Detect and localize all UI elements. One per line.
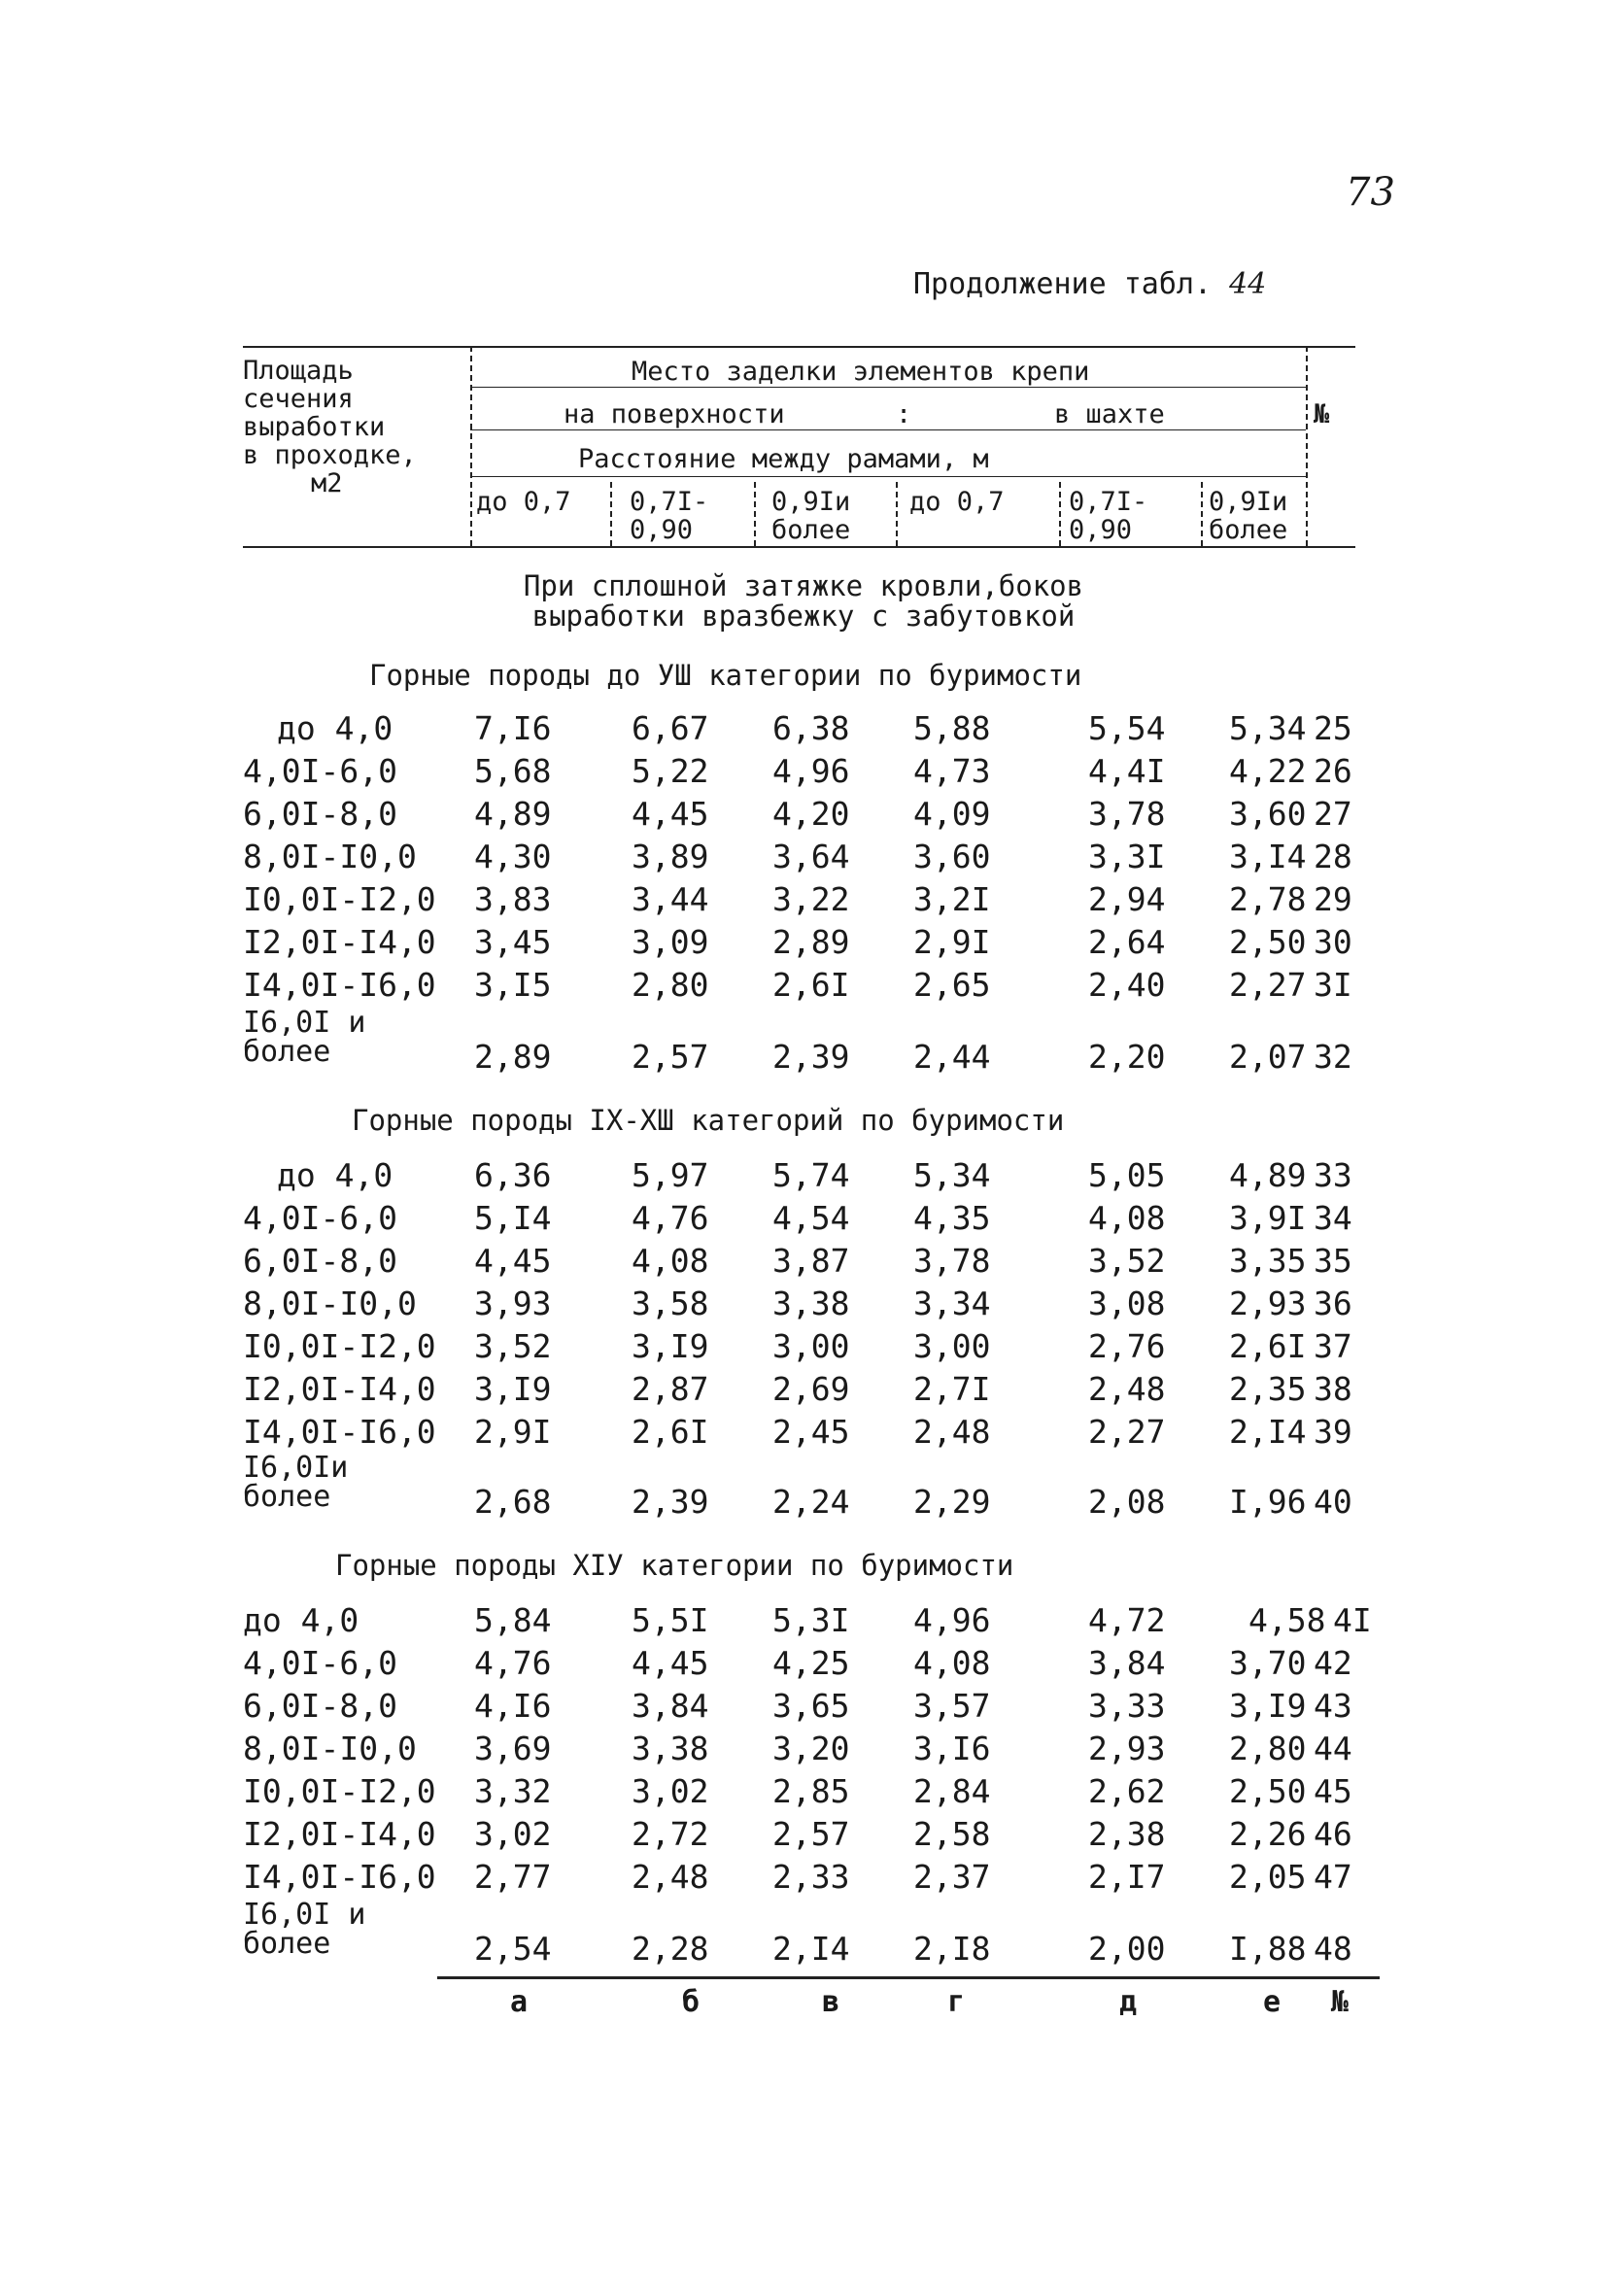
value-cell: 2,80 xyxy=(632,966,709,1004)
value-cell: 2,27 xyxy=(1088,1413,1166,1451)
area-cell: I0,0I-I2,0 xyxy=(243,1327,436,1365)
value-cell: 4,72 xyxy=(1088,1601,1166,1639)
area-cell xyxy=(243,1898,366,1961)
value-cell: 4,73 xyxy=(913,752,991,790)
value-cell: 5,22 xyxy=(632,752,709,790)
value-cell: 2,24 xyxy=(772,1483,850,1521)
value-cell: 3,60 xyxy=(1229,795,1307,833)
value-cell: 7,I6 xyxy=(474,709,552,747)
row-number: 48 xyxy=(1314,1930,1352,1968)
value-cell: 2,93 xyxy=(1088,1730,1166,1767)
row-number: 29 xyxy=(1314,880,1352,918)
value-cell: 5,74 xyxy=(772,1156,850,1194)
value-cell: 4,45 xyxy=(632,1644,709,1682)
area-cell: 6,0I-8,0 xyxy=(243,1687,397,1725)
area-cell: 4,0I-6,0 xyxy=(243,752,397,790)
value-cell: 2,93 xyxy=(1229,1285,1307,1322)
table-row xyxy=(0,1451,1607,1522)
column-letter: г xyxy=(947,1985,966,2019)
table-row xyxy=(0,1156,1607,1195)
header-line: 0,9Iи xyxy=(1209,487,1288,517)
value-cell: 2,44 xyxy=(913,1038,991,1076)
value-cell: 2,80 xyxy=(1229,1730,1307,1767)
row-number: 40 xyxy=(1314,1483,1352,1521)
value-cell: 2,05 xyxy=(1229,1858,1307,1896)
value-cell: 2,62 xyxy=(1088,1772,1166,1810)
value-cell: 2,40 xyxy=(1088,966,1166,1004)
value-cell: 2,9I xyxy=(913,923,991,961)
area-cell: 6,0I-8,0 xyxy=(243,1242,397,1280)
value-cell: 5,I4 xyxy=(474,1199,552,1237)
row-number: 34 xyxy=(1314,1199,1352,1237)
continuation-text: Продолжение табл. xyxy=(913,267,1213,301)
area-cell xyxy=(243,1006,366,1069)
area-cell: I4,0I-I6,0 xyxy=(243,1858,436,1896)
value-cell: 4,22 xyxy=(1229,752,1307,790)
area-cell: 4,0I-6,0 xyxy=(243,1199,397,1237)
table-row xyxy=(0,709,1607,748)
value-cell: 2,37 xyxy=(913,1858,991,1896)
header-divider xyxy=(1059,482,1061,546)
value-cell: 2,77 xyxy=(474,1858,552,1896)
value-cell: 3,38 xyxy=(632,1730,709,1767)
value-cell: 5,88 xyxy=(913,709,991,747)
area-cell: до 4,0 xyxy=(277,709,393,747)
table-bottom-rule xyxy=(437,1976,1380,1979)
value-cell: 3,84 xyxy=(632,1687,709,1725)
section-title: Горные породы до УШ категории по буримости xyxy=(369,659,1082,692)
value-cell: 2,64 xyxy=(1088,923,1166,961)
header-divider xyxy=(470,346,472,546)
area-cell: до 4,0 xyxy=(243,1601,359,1639)
col-header-d xyxy=(909,488,1005,516)
table-row xyxy=(0,1644,1607,1683)
value-cell: 2,50 xyxy=(1229,1772,1307,1810)
value-cell: 4,20 xyxy=(772,795,850,833)
header-line: сечения xyxy=(243,384,354,414)
header-line: 0,90 xyxy=(1069,515,1133,545)
area-line: более xyxy=(243,1035,331,1069)
row-number: 44 xyxy=(1314,1730,1352,1767)
value-cell: 3,34 xyxy=(913,1285,991,1322)
table-row xyxy=(0,1730,1607,1768)
value-cell: 3,I9 xyxy=(474,1370,552,1408)
value-cell: 2,26 xyxy=(1229,1815,1307,1853)
value-cell: 4,89 xyxy=(1229,1156,1307,1194)
value-cell: 4,76 xyxy=(632,1199,709,1237)
value-cell: I,96 xyxy=(1229,1483,1307,1521)
value-cell: 2,58 xyxy=(913,1815,991,1853)
value-cell: 6,36 xyxy=(474,1156,552,1194)
area-cell: 8,0I-I0,0 xyxy=(243,838,417,875)
value-cell: 5,97 xyxy=(632,1156,709,1194)
value-cell: 2,84 xyxy=(913,1772,991,1810)
table-row xyxy=(0,1370,1607,1409)
value-cell: 2,6I xyxy=(1229,1327,1307,1365)
value-cell: 3,87 xyxy=(772,1242,850,1280)
col-header-f xyxy=(1209,488,1287,544)
value-cell: 2,00 xyxy=(1088,1930,1166,1968)
value-cell: 2,6I xyxy=(772,966,850,1004)
area-line: I6,0I и xyxy=(243,1898,366,1932)
header-divider xyxy=(610,482,612,546)
area-line: более xyxy=(243,1480,331,1514)
value-cell: 2,I4 xyxy=(772,1930,850,1968)
value-cell: 2,9I xyxy=(474,1413,552,1451)
column-letter: е xyxy=(1263,1985,1282,2019)
surface-header: на поверхности xyxy=(564,399,785,429)
value-cell: 2,89 xyxy=(474,1038,552,1076)
row-number: 47 xyxy=(1314,1858,1352,1896)
header-line: Площадь xyxy=(243,356,354,386)
row-number: 27 xyxy=(1314,795,1352,833)
value-cell: 2,48 xyxy=(632,1858,709,1896)
value-cell: 3,3I xyxy=(1088,838,1166,875)
area-column-header xyxy=(243,357,417,497)
value-cell: 3,60 xyxy=(913,838,991,875)
header-line: выработки xyxy=(243,412,386,442)
value-cell: 3,08 xyxy=(1088,1285,1166,1322)
header-rule-2 xyxy=(470,429,1306,430)
value-cell: 4,96 xyxy=(772,752,850,790)
value-cell: 3,9I xyxy=(1229,1199,1307,1237)
value-cell: 2,28 xyxy=(632,1930,709,1968)
value-cell: 4,35 xyxy=(913,1199,991,1237)
table-row xyxy=(0,1601,1607,1640)
shaft-header: в шахте xyxy=(1054,399,1165,429)
value-cell: 4,I6 xyxy=(474,1687,552,1725)
value-cell: 2,57 xyxy=(772,1815,850,1853)
area-cell: I0,0I-I2,0 xyxy=(243,880,436,918)
value-cell: 4,96 xyxy=(913,1601,991,1639)
value-cell: 5,68 xyxy=(474,752,552,790)
value-cell: 3,52 xyxy=(474,1327,552,1365)
header-divider xyxy=(896,482,898,546)
area-cell: I2,0I-I4,0 xyxy=(243,923,436,961)
value-cell: 3,I9 xyxy=(1229,1687,1307,1725)
value-cell: 3,45 xyxy=(474,923,552,961)
table-row xyxy=(0,966,1607,1005)
value-cell: 3,I6 xyxy=(913,1730,991,1767)
value-cell: 5,84 xyxy=(474,1601,552,1639)
value-cell: 2,50 xyxy=(1229,923,1307,961)
area-cell: I4,0I-I6,0 xyxy=(243,1413,436,1451)
value-cell: 2,35 xyxy=(1229,1370,1307,1408)
note-line: При сплошной затяжке кровли,боков xyxy=(523,569,1084,602)
table-row xyxy=(0,1006,1607,1077)
area-cell: I4,0I-I6,0 xyxy=(243,966,436,1004)
header-line: в проходке, xyxy=(243,440,417,470)
area-cell: I2,0I-I4,0 xyxy=(243,1370,436,1408)
column-letter: б xyxy=(682,1985,701,2019)
value-cell: 4,89 xyxy=(474,795,552,833)
area-cell: 6,0I-8,0 xyxy=(243,795,397,833)
col-header-c xyxy=(771,488,850,544)
area-line: более xyxy=(243,1927,331,1961)
header-rule-3 xyxy=(470,476,1306,477)
value-cell: 3,89 xyxy=(632,838,709,875)
value-cell: 2,27 xyxy=(1229,966,1307,1004)
value-cell: 4,25 xyxy=(772,1644,850,1682)
col-header-b xyxy=(630,488,708,544)
value-cell: 3,02 xyxy=(474,1815,552,1853)
value-cell: 2,I4 xyxy=(1229,1413,1307,1451)
header-divider xyxy=(1201,482,1203,546)
table-row xyxy=(0,880,1607,919)
table-row xyxy=(0,795,1607,834)
value-cell: 6,67 xyxy=(632,709,709,747)
value-cell: 2,54 xyxy=(474,1930,552,1968)
value-cell: 6,38 xyxy=(772,709,850,747)
value-cell: 3,2I xyxy=(913,880,991,918)
value-cell: 4,09 xyxy=(913,795,991,833)
value-cell: 2,08 xyxy=(1088,1483,1166,1521)
value-cell: 3,35 xyxy=(1229,1242,1307,1280)
value-cell: 3,44 xyxy=(632,880,709,918)
row-number: 42 xyxy=(1314,1644,1352,1682)
table-row xyxy=(0,1242,1607,1281)
value-cell: 2,69 xyxy=(772,1370,850,1408)
table-row xyxy=(0,1815,1607,1854)
value-cell: 2,29 xyxy=(913,1483,991,1521)
header-line: м2 xyxy=(311,468,343,498)
column-letter: д xyxy=(1119,1985,1138,2019)
value-cell: 3,22 xyxy=(772,880,850,918)
value-cell: 3,69 xyxy=(474,1730,552,1767)
table-row xyxy=(0,1858,1607,1897)
table-row xyxy=(0,1687,1607,1726)
value-cell: 2,7I xyxy=(913,1370,991,1408)
header-rule-1 xyxy=(470,387,1306,388)
value-cell: 2,48 xyxy=(913,1413,991,1451)
value-cell: 3,64 xyxy=(772,838,850,875)
row-number: 33 xyxy=(1314,1156,1352,1194)
value-cell: 2,45 xyxy=(772,1413,850,1451)
value-cell: 2,39 xyxy=(772,1038,850,1076)
value-cell: 5,34 xyxy=(1229,709,1307,747)
value-cell: 4,4I xyxy=(1088,752,1166,790)
header-colon: : xyxy=(896,399,912,429)
header-line: до 0,7 xyxy=(476,487,571,517)
header-line: более xyxy=(1209,515,1288,545)
value-cell: 3,I5 xyxy=(474,966,552,1004)
value-cell: 4,08 xyxy=(632,1242,709,1280)
area-cell: 8,0I-I0,0 xyxy=(243,1730,417,1767)
row-number: 25 xyxy=(1314,709,1352,747)
table-number: 44 xyxy=(1229,267,1267,301)
column-letter: а xyxy=(510,1985,529,2019)
section-title: Горные породы IX-XШ категорий по буримости xyxy=(352,1104,1065,1137)
note-line: выработки вразбежку с забутовкой xyxy=(531,600,1076,633)
header-line: 0,9Iи xyxy=(771,487,851,517)
section-title: Горные породы XIУ категории по буримости xyxy=(335,1549,1014,1582)
header-line: до 0,7 xyxy=(909,487,1005,517)
value-cell: 3,65 xyxy=(772,1687,850,1725)
value-cell: 2,39 xyxy=(632,1483,709,1521)
value-cell: 3,70 xyxy=(1229,1644,1307,1682)
header-line: 0,7I- xyxy=(630,487,709,517)
value-cell: 2,20 xyxy=(1088,1038,1166,1076)
row-number: 45 xyxy=(1314,1772,1352,1810)
area-cell xyxy=(243,1451,349,1514)
row-number: 38 xyxy=(1314,1370,1352,1408)
value-cell: 4,54 xyxy=(772,1199,850,1237)
table-row xyxy=(0,838,1607,876)
row-number: 4I xyxy=(1333,1601,1372,1639)
value-cell: 3,I4 xyxy=(1229,838,1307,875)
value-cell: 5,05 xyxy=(1088,1156,1166,1194)
row-number: 39 xyxy=(1314,1413,1352,1451)
value-cell: 4,30 xyxy=(474,838,552,875)
spacing-header: Расстояние между рамами, м xyxy=(578,444,989,474)
value-cell: 4,58 xyxy=(1248,1601,1326,1639)
value-cell: 3,57 xyxy=(913,1687,991,1725)
area-cell: 8,0I-I0,0 xyxy=(243,1285,417,1322)
value-cell: 4,45 xyxy=(632,795,709,833)
value-cell: 3,58 xyxy=(632,1285,709,1322)
value-cell: 4,08 xyxy=(1088,1199,1166,1237)
table-continuation xyxy=(913,267,1266,301)
area-cell: 4,0I-6,0 xyxy=(243,1644,397,1682)
value-cell: 3,78 xyxy=(913,1242,991,1280)
value-cell: 4,76 xyxy=(474,1644,552,1682)
row-number: 43 xyxy=(1314,1687,1352,1725)
row-number: 35 xyxy=(1314,1242,1352,1280)
value-cell: 2,I8 xyxy=(913,1930,991,1968)
table-row xyxy=(0,1327,1607,1366)
value-cell: 3,84 xyxy=(1088,1644,1166,1682)
header-line: более xyxy=(771,515,851,545)
header-bottom-rule xyxy=(243,546,1355,548)
header-divider xyxy=(754,482,756,546)
row-number: 30 xyxy=(1314,923,1352,961)
value-cell: 3,20 xyxy=(772,1730,850,1767)
value-cell: 4,08 xyxy=(913,1644,991,1682)
value-cell: 3,32 xyxy=(474,1772,552,1810)
row-number: 46 xyxy=(1314,1815,1352,1853)
number-column-header: № xyxy=(1314,399,1330,429)
value-cell: 2,07 xyxy=(1229,1038,1307,1076)
header-divider xyxy=(1306,346,1308,546)
value-cell: 3,83 xyxy=(474,880,552,918)
page-number: 73 xyxy=(1346,170,1395,215)
row-number: 36 xyxy=(1314,1285,1352,1322)
column-letter: № xyxy=(1331,1985,1350,2019)
row-number: 28 xyxy=(1314,838,1352,875)
header-top-rule xyxy=(243,346,1355,348)
value-cell: 5,34 xyxy=(913,1156,991,1194)
value-cell: 2,89 xyxy=(772,923,850,961)
value-cell: 3,00 xyxy=(772,1327,850,1365)
value-cell: 2,72 xyxy=(632,1815,709,1853)
header-line: 0,90 xyxy=(630,515,694,545)
value-cell: 3,93 xyxy=(474,1285,552,1322)
value-cell: 2,85 xyxy=(772,1772,850,1810)
value-cell: 2,94 xyxy=(1088,880,1166,918)
place-title: Место заделки элементов крепи xyxy=(632,357,1090,387)
table-note xyxy=(0,571,1607,632)
value-cell: 2,76 xyxy=(1088,1327,1166,1365)
value-cell: 3,38 xyxy=(772,1285,850,1322)
value-cell: 3,09 xyxy=(632,923,709,961)
value-cell: 3,33 xyxy=(1088,1687,1166,1725)
row-number: 32 xyxy=(1314,1038,1352,1076)
value-cell: 3,52 xyxy=(1088,1242,1166,1280)
value-cell: 2,57 xyxy=(632,1038,709,1076)
column-letter: в xyxy=(822,1985,840,2019)
table-row xyxy=(0,1285,1607,1323)
value-cell: 2,33 xyxy=(772,1858,850,1896)
value-cell: 2,78 xyxy=(1229,880,1307,918)
area-cell: I0,0I-I2,0 xyxy=(243,1772,436,1810)
table-row xyxy=(0,1199,1607,1238)
value-cell: 3,00 xyxy=(913,1327,991,1365)
value-cell: I,88 xyxy=(1229,1930,1307,1968)
area-line: I6,0Iи xyxy=(243,1451,349,1485)
value-cell: 2,65 xyxy=(913,966,991,1004)
area-cell: I2,0I-I4,0 xyxy=(243,1815,436,1853)
value-cell: 3,78 xyxy=(1088,795,1166,833)
value-cell: 3,I9 xyxy=(632,1327,709,1365)
row-number: 3I xyxy=(1314,966,1352,1004)
table-row xyxy=(0,923,1607,962)
value-cell: 2,87 xyxy=(632,1370,709,1408)
value-cell: 3,02 xyxy=(632,1772,709,1810)
table-row xyxy=(0,1898,1607,1969)
value-cell: 2,6I xyxy=(632,1413,709,1451)
value-cell: 5,54 xyxy=(1088,709,1166,747)
table-row xyxy=(0,1772,1607,1811)
value-cell: 4,45 xyxy=(474,1242,552,1280)
area-line: I6,0I и xyxy=(243,1006,366,1040)
value-cell: 5,3I xyxy=(772,1601,850,1639)
value-cell: 2,68 xyxy=(474,1483,552,1521)
table-row xyxy=(0,752,1607,791)
row-number: 37 xyxy=(1314,1327,1352,1365)
value-cell: 5,5I xyxy=(632,1601,709,1639)
value-cell: 2,38 xyxy=(1088,1815,1166,1853)
header-line: 0,7I- xyxy=(1069,487,1148,517)
value-cell: 2,I7 xyxy=(1088,1858,1166,1896)
value-cell: 2,48 xyxy=(1088,1370,1166,1408)
table-row xyxy=(0,1413,1607,1452)
col-header-e xyxy=(1069,488,1147,544)
area-cell: до 4,0 xyxy=(277,1156,393,1194)
row-number: 26 xyxy=(1314,752,1352,790)
col-header-a xyxy=(476,488,571,516)
